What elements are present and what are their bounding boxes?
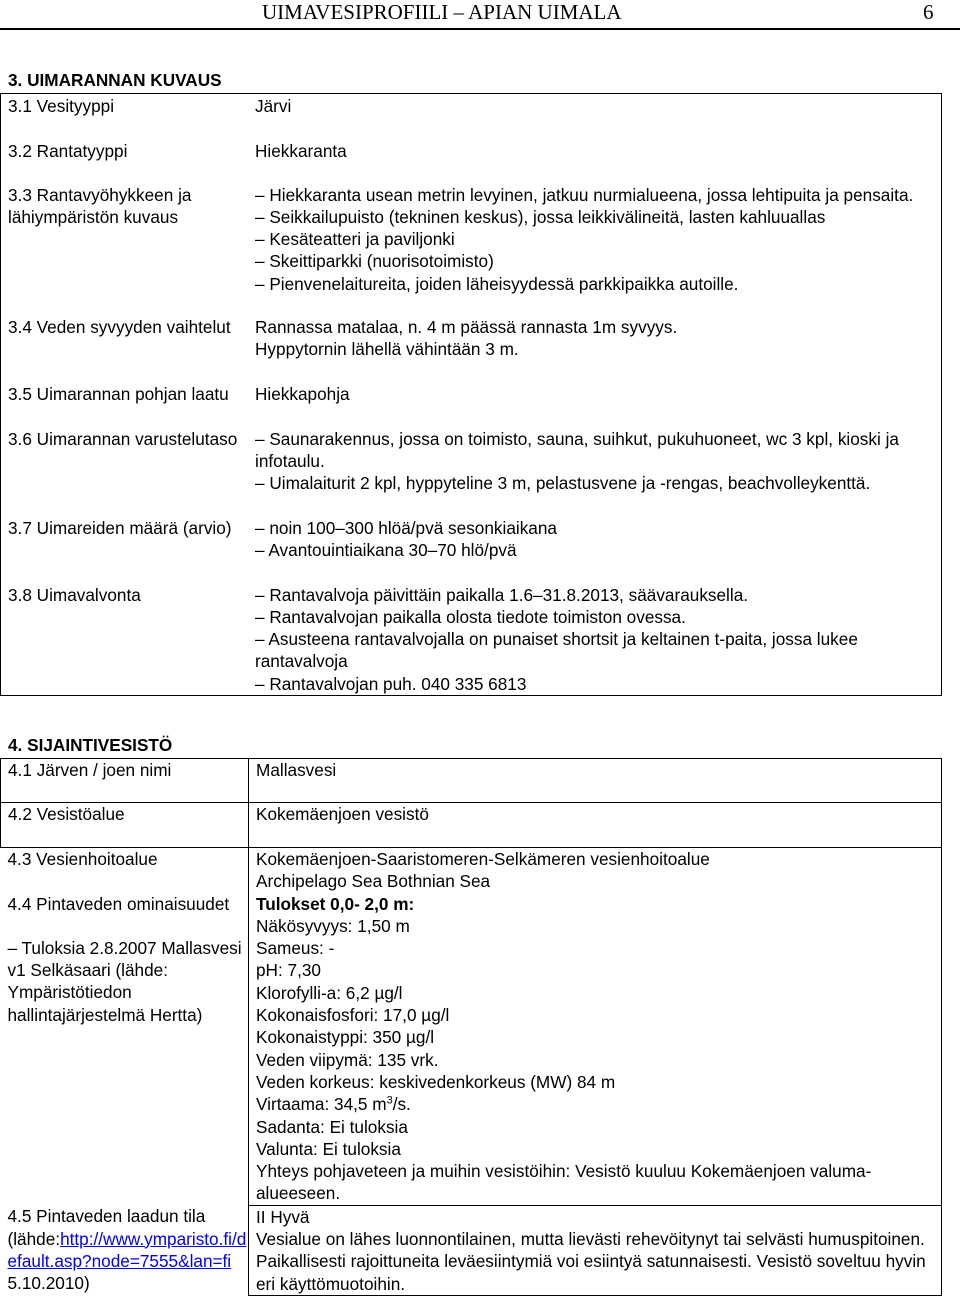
- row-4-4: [1, 893, 942, 1206]
- label-4-3: 4.3 Vesienhoitoalue: [7, 849, 158, 869]
- label-4-2: 4.2 Vesistöalue: [1, 803, 249, 848]
- result-phosphorus: Kokonaisfosfori: 17,0 µg/l: [256, 1005, 450, 1026]
- item-3-6-1: – Saunarakennus, jossa on toimisto, sauna, suihkut, pukuhuoneet, wc 3 kpl, kioski ja infotaulu.: [255, 428, 899, 471]
- flow-superscript: 3: [386, 1094, 393, 1107]
- result-groundwater: Yhteys pohjaveteen ja muihin vesistöihin: Vesistö kuuluu Kokemäenjoen valuma-alueeseen.: [256, 1161, 872, 1204]
- value-3-2: Hiekkaranta: [255, 140, 347, 161]
- page-header: [0, 0, 960, 30]
- result-visibility: Näkösyvyys: 1,50 m: [256, 915, 410, 936]
- label-3-1: 3.1 Vesityyppi: [8, 96, 115, 116]
- item-3-8-1: – Rantavalvoja päivittäin paikalla 1.6–31.8.2013, säävarauksella.: [255, 584, 749, 605]
- value-4-4: [249, 893, 942, 1206]
- item-3-4-1: Rannassa matalaa, n. 4 m päässä rannasta 1m syvyys.: [255, 316, 678, 337]
- label-4-5: [1, 1205, 249, 1295]
- label-3-8: 3.8 Uimavalvonta: [8, 584, 141, 605]
- item-3-3-2: – Seikkailupuisto (tekninen keskus), jossa leikkivälineitä, lasten kahluuallas: [255, 206, 826, 227]
- item-3-7-1: – noin 100–300 hlöä/pvä sesonkiaikana: [255, 517, 557, 538]
- label-3-4: 3.4 Veden syvyyden vaihtelut: [8, 316, 231, 337]
- value-4-3: [249, 848, 942, 893]
- row-3-7: [1, 517, 942, 584]
- row-3-4: [1, 316, 942, 383]
- source-link[interactable]: http://www.ymparisto.fi/default.asp?node=7555&lan=fi: [7, 1228, 247, 1271]
- row-4-5: [1, 1205, 942, 1295]
- item-3-7-2: – Avantouintiaikana 30–70 hlö/pvä: [255, 539, 517, 560]
- document-title: UIMAVESIPROFIILI – APIAN UIMALA: [262, 0, 622, 24]
- label-4-4: [1, 893, 249, 1206]
- row-4-3: [1, 848, 942, 893]
- result-nitrogen: Kokonaistyppi: 350 µg/l: [256, 1027, 435, 1048]
- label-4-5-suffix: 5.10.2010): [7, 1273, 90, 1294]
- value-3-3: [248, 184, 942, 316]
- label-3-7: 3.7 Uimareiden määrä (arvio): [8, 517, 232, 538]
- value-3-1: Järvi: [255, 96, 292, 116]
- value-3-5: Hiekkapohja: [255, 383, 350, 404]
- item-3-8-2: – Rantavalvojan paikalla olosta tiedote toimiston ovessa.: [255, 606, 686, 627]
- item-4-3-1: Kokemäenjoen-Saaristomeren-Selkämeren vesienhoitoalue: [256, 849, 710, 869]
- result-chlorophyll: Klorofylli-a: 6,2 µg/l: [256, 982, 403, 1003]
- label-3-6: 3.6 Uimarannan varustelutaso: [8, 428, 238, 449]
- results-heading: Tulokset 0,0- 2,0 m:: [256, 893, 415, 914]
- result-flow: [256, 1093, 941, 1115]
- result-water-level: Veden korkeus: keskivedenkorkeus (MW) 84 m: [256, 1071, 616, 1092]
- row-3-3: [1, 184, 942, 316]
- value-4-1: Mallasvesi: [249, 759, 942, 803]
- section-3-title: 3. UIMARANNAN KUVAUS: [8, 70, 222, 90]
- label-4-1: 4.1 Järven / joen nimi: [1, 759, 249, 803]
- quality-class: II Hyvä: [256, 1206, 310, 1227]
- row-3-6: [1, 428, 942, 517]
- row-3-2: [1, 139, 942, 184]
- value-3-6: [248, 428, 942, 517]
- row-3-1: [1, 94, 942, 139]
- label-3-3: 3.3 Rantavyöhykkeen ja lähiympäristön kuvaus: [8, 184, 192, 227]
- result-ph: pH: 7,30: [256, 960, 321, 981]
- row-3-5: [1, 383, 942, 428]
- section-3-table: [0, 93, 942, 696]
- result-turbidity: Sameus: -: [256, 938, 335, 959]
- label-3-2: 3.2 Rantatyyppi: [8, 140, 128, 161]
- label-4-4-note: – Tuloksia 2.8.2007 Mallasvesi v1 Selkäsaari (lähde: Ympäristötiedon hallintajärjestelmä Hertta): [7, 937, 242, 1025]
- item-3-3-1: – Hiekkaranta usean metrin levyinen, jatkuu nurmialueena, jossa lehtipuita ja pensaita.: [255, 184, 914, 205]
- label-4-5-prefix: 4.5 Pintaveden laadun tila (lähde:: [7, 1206, 206, 1249]
- result-retention: Veden viipymä: 135 vrk.: [256, 1049, 439, 1070]
- row-4-1: [1, 759, 942, 803]
- item-3-8-3: – Asusteena rantavalvojalla on punaiset shortsit ja keltainen t-paita, jossa lukee rantavalvoja: [255, 629, 858, 672]
- item-3-6-2: – Uimalaiturit 2 kpl, hyppyteline 3 m, pelastusvene ja -rengas, beachvolleykenttä.: [255, 473, 871, 494]
- flow-prefix: Virtaama: 34,5 m: [256, 1094, 387, 1115]
- flow-suffix: /s.: [392, 1094, 411, 1115]
- section-4-table: [0, 758, 942, 1296]
- label-3-5: 3.5 Uimarannan pohjan laatu: [8, 383, 229, 404]
- item-3-4-2: Hyppytornin lähellä vähintään 3 m.: [255, 338, 519, 359]
- value-3-7: [248, 517, 942, 584]
- item-3-3-4: – Skeittiparkki (nuorisotoimisto): [255, 251, 494, 272]
- value-3-4: [248, 316, 942, 383]
- result-precipitation: Sadanta: Ei tuloksia: [256, 1116, 408, 1137]
- value-4-2: Kokemäenjoen vesistö: [249, 803, 942, 848]
- section-4-title: 4. SIJAINTIVESISTÖ: [8, 735, 173, 755]
- item-4-3-2: Archipelago Sea Bothnian Sea: [256, 871, 491, 892]
- label-4-4-text: 4.4 Pintaveden ominaisuudet: [7, 893, 230, 914]
- quality-description: Vesialue on lähes luonnontilainen, mutta lievästi rehevöitynyt tai selvästi humuspitoinen. Paikallisesti rajoittuneita leväesiintymiä voi esiintyä satunnaisesti. Vesistö soveltuu hyvin eri käyttömuotoihin.: [256, 1229, 926, 1294]
- item-3-3-5: – Pienvenelaitureita, joiden läheisyydessä parkkipaikka autoille.: [255, 273, 739, 294]
- page-number: 6: [923, 0, 934, 24]
- result-runoff: Valunta: Ei tuloksia: [256, 1138, 401, 1159]
- item-3-8-4: – Rantavalvojan puh. 040 335 6813: [255, 673, 527, 694]
- item-3-3-3: – Kesäteatteri ja paviljonki: [255, 229, 455, 250]
- value-4-5: [249, 1205, 942, 1295]
- row-3-8: [1, 584, 942, 696]
- value-3-8: [248, 584, 942, 696]
- row-4-2: [1, 803, 942, 848]
